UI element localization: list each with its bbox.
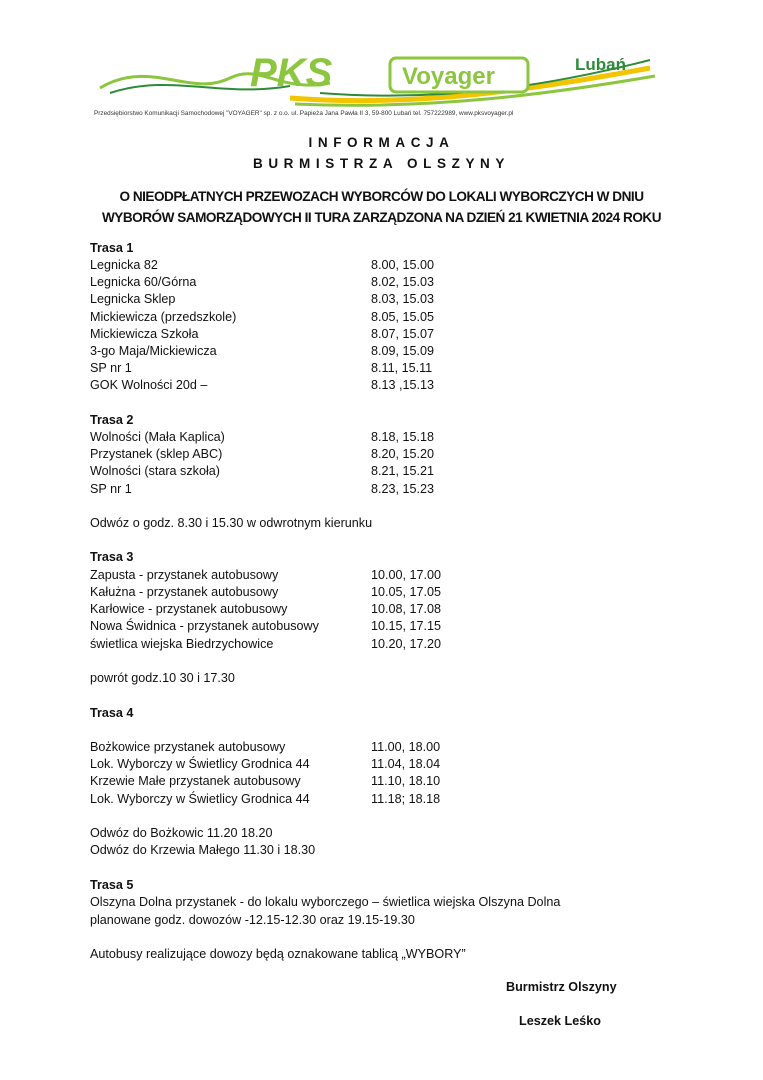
route-heading: Trasa 3 [90,550,134,564]
logo-pks-text: PKS [250,51,333,95]
route-stop: Kałużna - przystanek autobusowy [90,585,279,599]
route-stop-times: 11.00, 18.00 [371,740,441,754]
route-stop: Mickiewicza Szkoła [90,327,199,341]
route-note: Odwóz do Bożkowic 11.20 18.20 [90,826,273,840]
route-stop-times: 10.08, 17.08 [371,602,442,616]
route-stop: Wolności (Mała Kaplica) [90,430,225,444]
route-stop: Krzewie Małe przystanek autobusowy [90,774,301,788]
signature-title: Burmistrz Olszyny [506,980,617,994]
route-stop: świetlica wiejska Biedrzychowice [90,637,274,651]
route-stop: SP nr 1 [90,361,132,375]
route-stop-times: 8.09, 15.09 [371,344,435,358]
route-stop: Legnicka 60/Górna [90,275,197,289]
route-heading: Trasa 5 [90,878,134,892]
route-stop: Legnicka Sklep [90,292,176,306]
route-stop-times: 10.20, 17.20 [371,637,442,651]
route-stop: Bożkowice przystanek autobusowy [90,740,286,754]
pks-voyager-logo [90,48,670,110]
doc-subtitle-line1: O NIEODPŁATNYCH PRZEWOZACH WYBORCÓW DO LOKALI WYBORCZYCH W DNIU [119,189,644,204]
route-stop-times: 11.10, 18.10 [371,774,441,788]
route-stop: Nowa Świdnica - przystanek autobusowy [90,619,319,633]
route-stop-times: 8.00, 15.00 [371,258,435,272]
route-stop: GOK Wolności 20d – [90,378,208,392]
route-stop: Wolności (stara szkoła) [90,464,220,478]
footer-note: Autobusy realizujące dowozy będą oznakowane tablicą „WYBORY” [90,947,466,961]
route-stop: Lok. Wyborczy w Świetlicy Grodnica 44 [90,757,310,771]
route-stop-times: 8.11, 15.11 [371,361,433,375]
header-logo [90,48,670,118]
route-stop-times: 8.05, 15.05 [371,310,435,324]
route-stop: Przystanek (sklep ABC) [90,447,223,461]
company-address: Przedsiębiorstwo Komunikacji Samochodowej "VOYAGER" sp. z o.o. ul. Papieża Jana Pawła II 3, 59-800 Lubań tel. 757222989, www.pksvoyager.pl [94,110,514,117]
route-text-line: Olszyna Dolna przystanek - do lokalu wyborczego – świetlica wiejska Olszyna Dolna [90,895,561,909]
route-text-line: planowane godz. dowozów -12.15-12.30 oraz 19.15-19.30 [90,913,415,927]
route-heading: Trasa 1 [90,241,134,255]
route-stop-times: 11.04, 18.04 [371,757,441,771]
route-note: powrót godz.10 30 i 17.30 [90,671,235,685]
route-stop-times: 8.02, 15.03 [371,275,435,289]
route-stop: 3-go Maja/Mickiewicza [90,344,217,358]
route-stop: Lok. Wyborczy w Świetlicy Grodnica 44 [90,792,310,806]
route-stop-times: 10.15, 17.15 [371,619,442,633]
route-stop: Zapusta - przystanek autobusowy [90,568,279,582]
route-stop: SP nr 1 [90,482,132,496]
route-note: Odwóz do Krzewia Małego 11.30 i 18.30 [90,843,316,857]
route-stop: Karłowice - przystanek autobusowy [90,602,288,616]
route-note: Odwóz o godz. 8.30 i 15.30 w odwrotnym kierunku [90,516,373,530]
route-stop-times: 8.23, 15.23 [371,482,435,496]
route-stop-times: 11.18; 18.18 [371,792,441,806]
doc-title-author: BURMISTRZA OLSZYNY [252,156,511,171]
route-stop-times: 8.07, 15.07 [371,327,435,341]
route-heading: Trasa 4 [90,706,134,720]
route-stop: Mickiewicza (przedszkole) [90,310,237,324]
route-heading: Trasa 2 [90,413,134,427]
logo-brand-text: Voyager [402,63,495,90]
route-stop-times: 8.03, 15.03 [371,292,435,306]
doc-title: INFORMACJA [308,135,455,150]
doc-subtitle-line2: WYBORÓW SAMORZĄDOWYCH II TURA ZARZĄDZONA NA DZIEŃ 21 KWIETNIA 2024 ROKU [101,210,662,225]
route-stop-times: 10.00, 17.00 [371,568,442,582]
route-stop-times: 8.18, 15.18 [371,430,435,444]
route-stop-times: 8.20, 15.20 [371,447,435,461]
logo-city-text: Lubań [575,55,626,74]
route-stop-times: 8.13 ,15.13 [371,378,435,392]
route-stop-times: 10.05, 17.05 [371,585,442,599]
signature-name: Leszek Leśko [519,1014,601,1028]
route-stop: Legnicka 82 [90,258,158,272]
route-stop-times: 8.21, 15.21 [371,464,435,478]
